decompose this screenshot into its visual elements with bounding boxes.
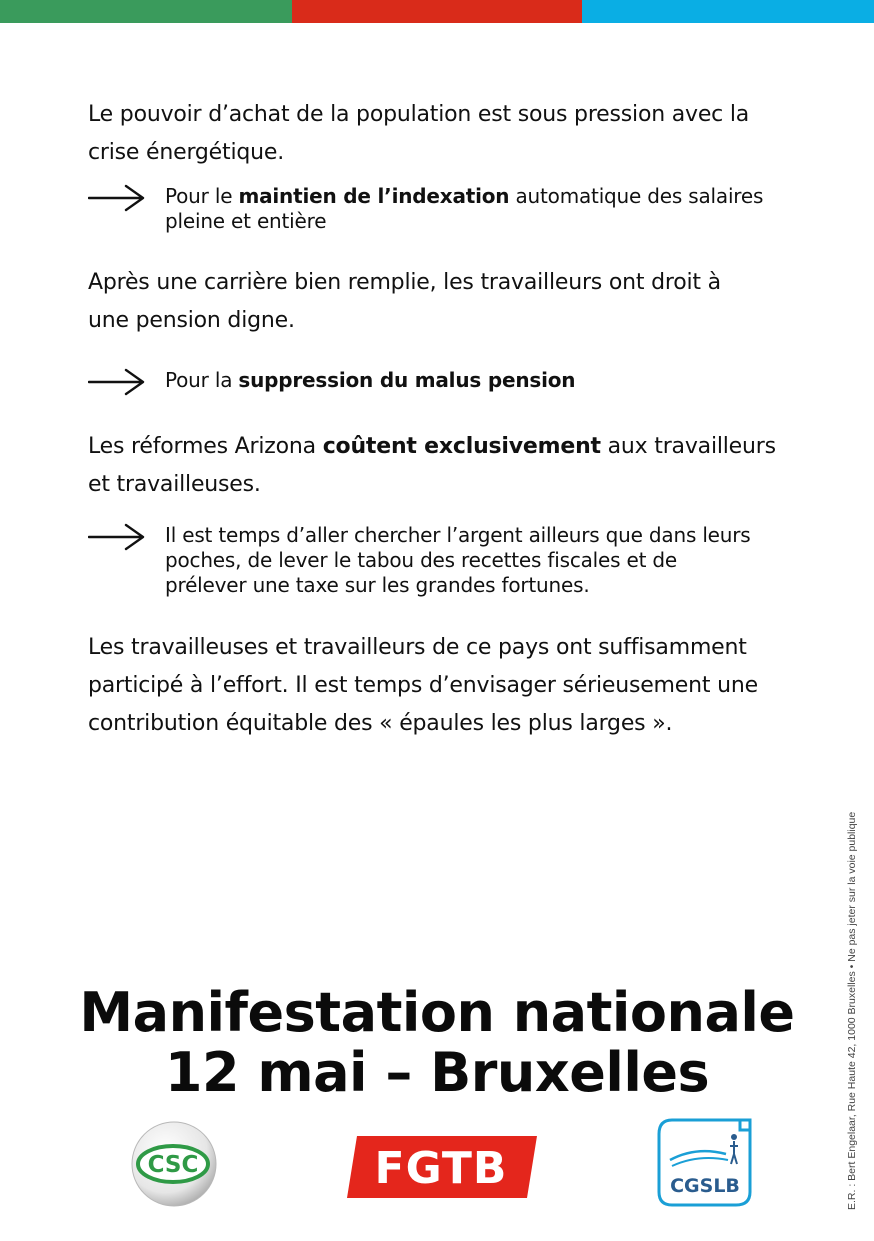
paragraph-arizona xyxy=(88,428,788,504)
paragraph-pension xyxy=(88,264,788,340)
side-note-text: E.R. : Bert Engelaar, Rue Haute 42, 1000 Bruxelles • Ne pas jeter sur la voie publique xyxy=(846,811,858,1210)
paragraph-line: crise énergétique. xyxy=(88,140,284,165)
event-title-line-1: Manifestation nationale xyxy=(79,981,795,1044)
point-text-bold: suppression du malus pension xyxy=(238,368,576,392)
point-text-normal: automatique des salaires xyxy=(509,184,764,208)
point-text-normal: Pour le xyxy=(165,184,239,208)
paragraph-line: contribution équitable des « épaules les plus larges ». xyxy=(88,711,673,736)
cgslb-logo xyxy=(656,1118,754,1208)
csc-logo xyxy=(130,1120,222,1210)
paragraph-line: Après une carrière bien remplie, les travailleurs ont droit à xyxy=(88,270,721,295)
paragraph-line: Les travailleuses et travailleurs de ce pays ont suffisamment xyxy=(88,635,747,660)
point-text xyxy=(165,184,785,234)
right-arrow-icon xyxy=(88,368,146,396)
top-bar-red xyxy=(292,0,582,23)
paragraph-line: une pension digne. xyxy=(88,308,295,333)
point-text-bold: maintien de l’indexation xyxy=(238,184,510,208)
right-arrow-icon xyxy=(88,184,146,212)
event-title xyxy=(0,983,874,1103)
paragraph-text-bold: coûtent exclusivement xyxy=(322,434,601,459)
top-bar-blue xyxy=(582,0,874,23)
paragraph-purchasing-power xyxy=(88,96,788,172)
paragraph-text-normal: aux travailleurs xyxy=(600,434,776,459)
top-bar-green xyxy=(0,0,292,23)
responsible-editor-note xyxy=(845,780,863,1210)
fgtb-logo-text: FGTB xyxy=(374,1143,508,1194)
point-text xyxy=(165,523,785,598)
paragraph-line: Le pouvoir d’achat de la population est sous pression avec la xyxy=(88,102,750,127)
cgslb-logo-text: CGSLB xyxy=(670,1175,740,1197)
csc-logo-text: CSC xyxy=(147,1152,199,1178)
paragraph-line xyxy=(88,428,788,466)
paragraph-line: et travailleuses. xyxy=(88,472,261,497)
paragraph-text-normal: Les réformes Arizona xyxy=(88,434,323,459)
point-line: pleine et entière xyxy=(165,209,327,233)
point-text-normal: Pour la xyxy=(165,368,239,392)
top-color-bar xyxy=(0,0,874,23)
event-title-line-2: 12 mai – Bruxelles xyxy=(164,1041,710,1104)
right-arrow-icon xyxy=(88,523,146,551)
paragraph-line: participé à l’effort. Il est temps d’envisager sérieusement une xyxy=(88,673,758,698)
point-text xyxy=(165,368,785,393)
point-line: prélever une taxe sur les grandes fortunes. xyxy=(165,573,590,597)
paragraph-contribution xyxy=(88,629,788,743)
fgtb-logo xyxy=(347,1136,537,1198)
point-line: Il est temps d’aller chercher l’argent ailleurs que dans leurs xyxy=(165,523,751,547)
point-line: poches, de lever le tabou des recettes fiscales et de xyxy=(165,548,678,572)
